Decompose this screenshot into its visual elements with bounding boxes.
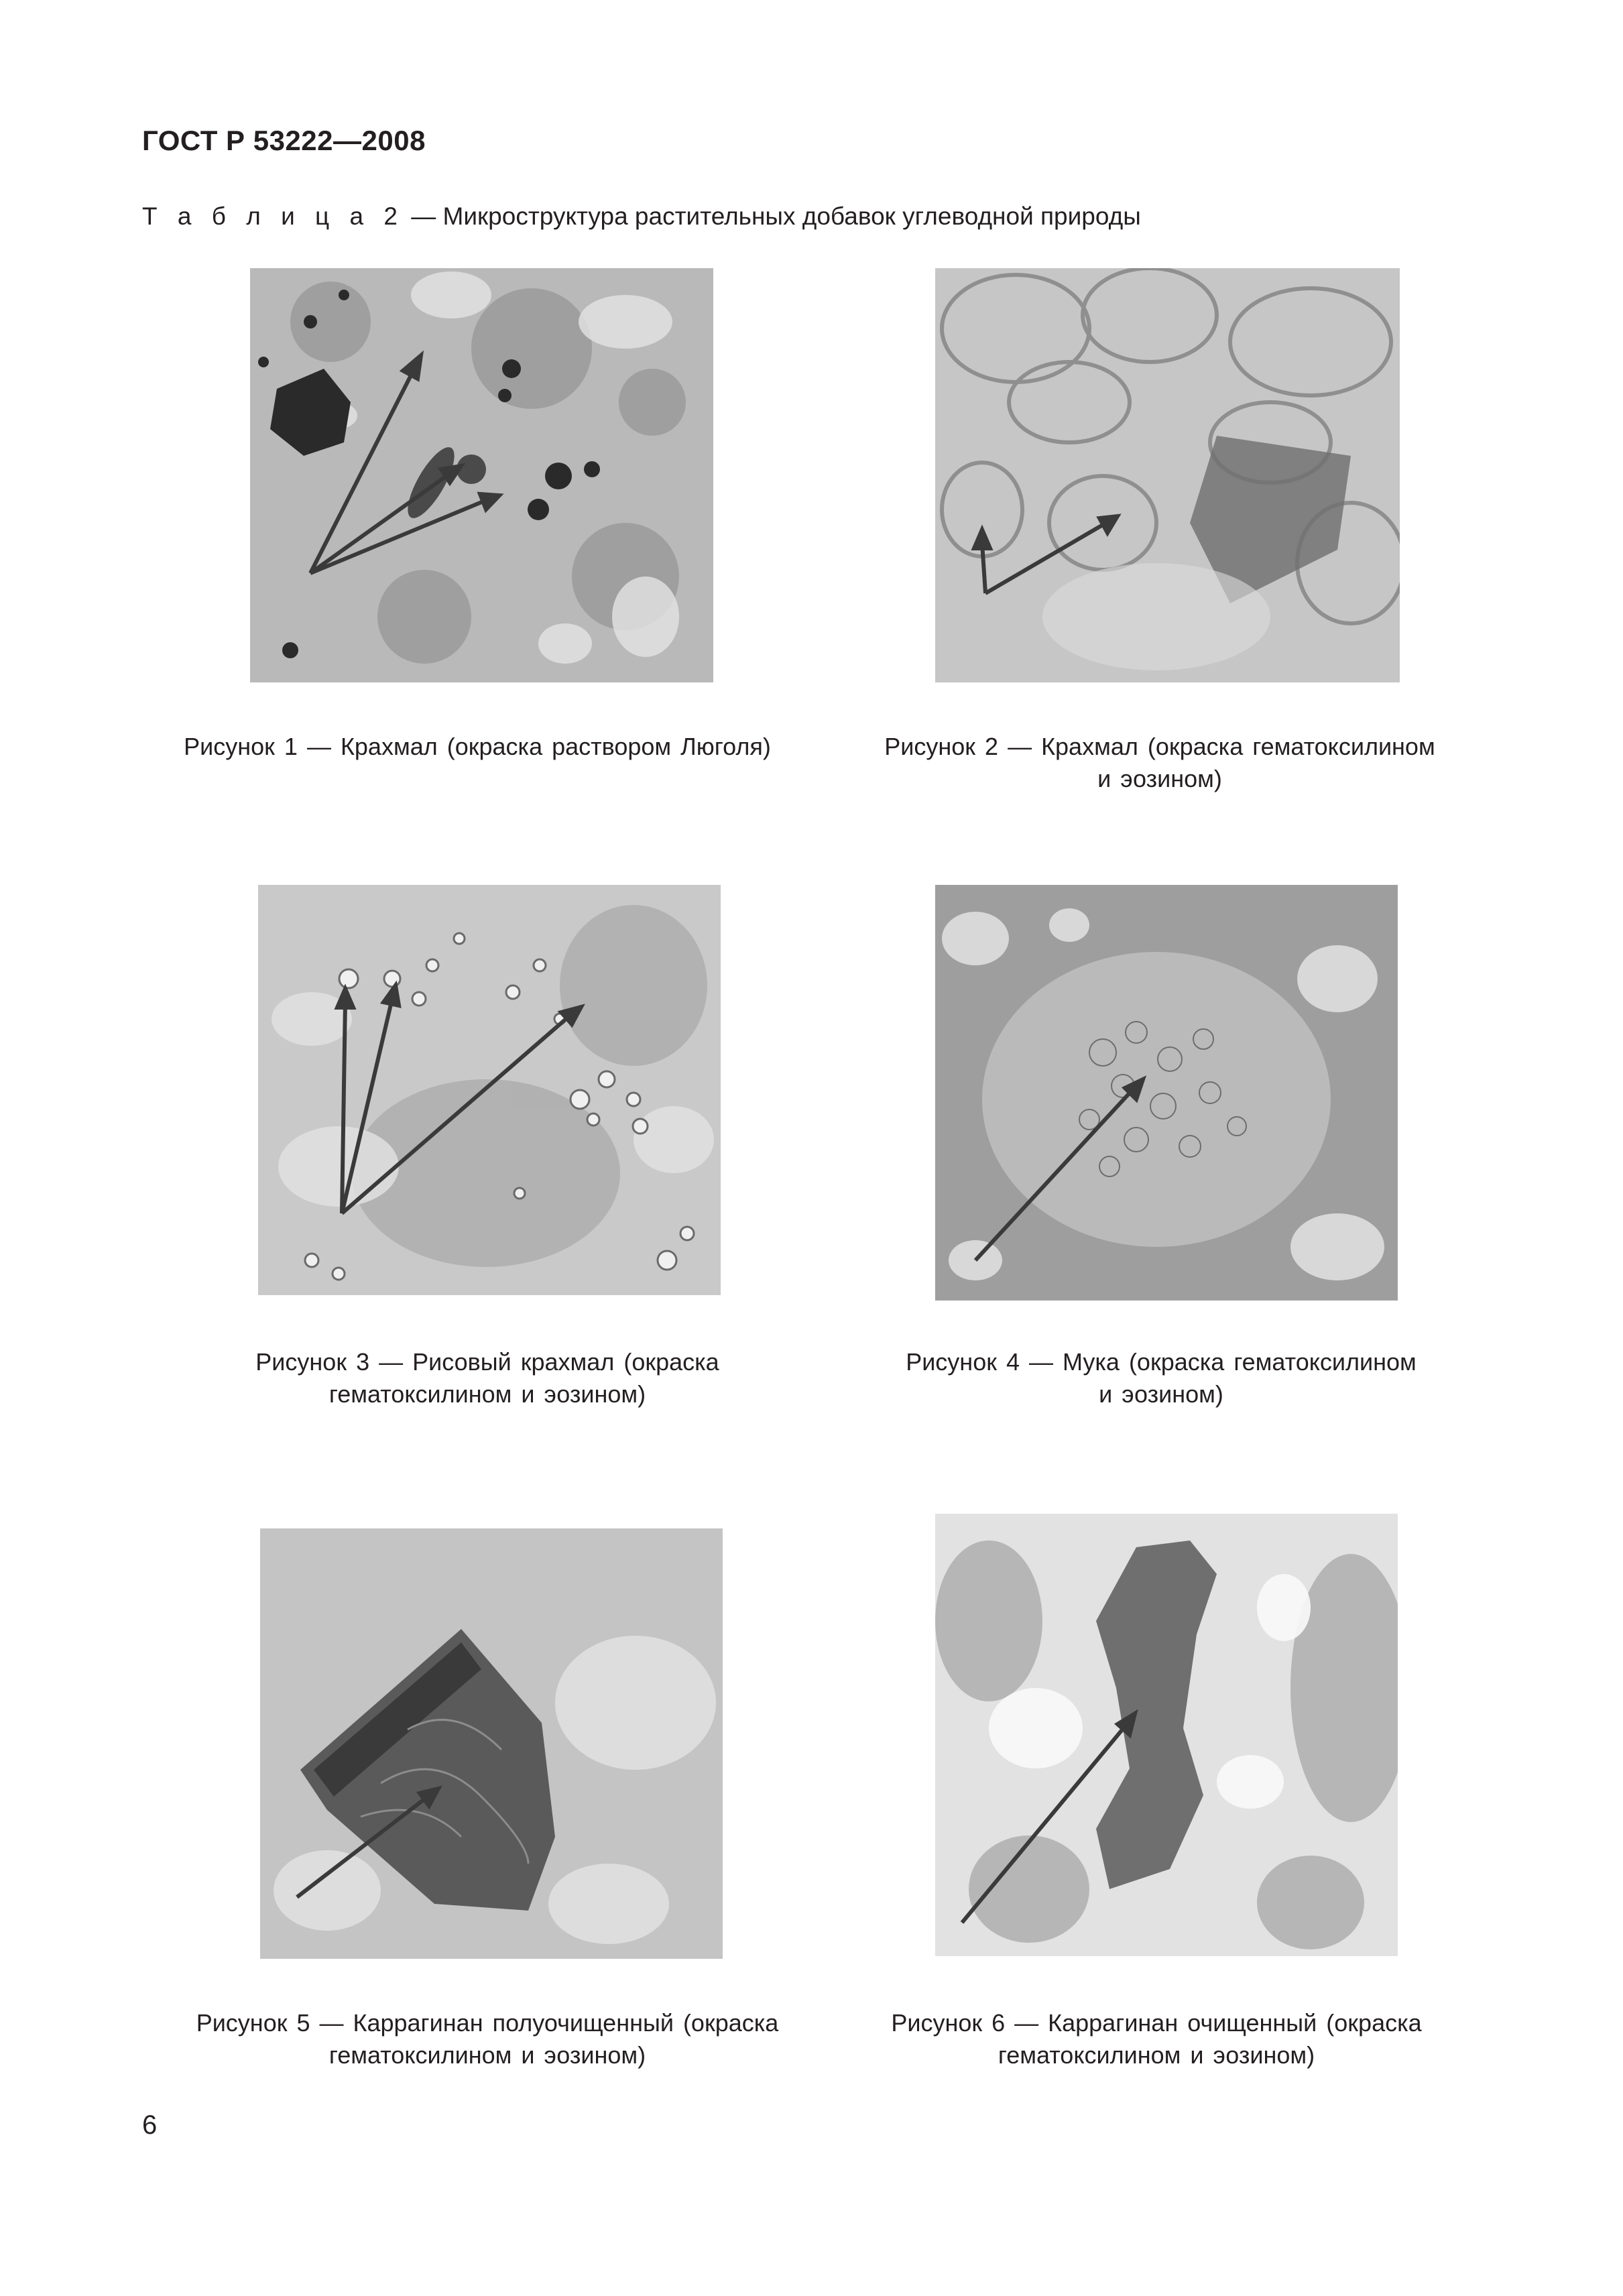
figure-5-caption-line1: Рисунок 5 — Каррагинан полуочищенный (окраска [196, 2009, 779, 2037]
figure-6-caption [821, 2007, 1492, 2071]
table-caption-text: — Микроструктура растительных добавок углеводной природы [404, 202, 1141, 230]
page-number: 6 [142, 2110, 158, 2140]
table-caption [142, 202, 1141, 231]
figure-6-caption-line2: гематоксилином и эозином) [998, 2041, 1315, 2069]
figure-3-caption-line1: Рисунок 3 — Рисовый крахмал (окраска [255, 1348, 719, 1376]
figure-5-caption [142, 2007, 833, 2071]
figure-1-caption [142, 731, 813, 763]
table-caption-label: Т а б л и ц а 2 [142, 202, 404, 230]
figure-4-caption-line1: Рисунок 4 — Мука (окраска гематоксилином [906, 1348, 1417, 1376]
figure-3-caption [142, 1346, 833, 1410]
figure-3-caption-line2: гематоксилином и эозином) [328, 1380, 646, 1408]
figure-1-caption-line1: Рисунок 1 — Крахмал (окраска раствором Люголя) [184, 733, 771, 760]
figure-4-caption [826, 1346, 1496, 1410]
figure-5-caption-line2: гематоксилином и эозином) [328, 2041, 646, 2069]
figure-2-caption [825, 731, 1495, 794]
figure-6-micrograph [935, 1514, 1398, 1956]
figure-2-caption-line2: и эозином) [1097, 764, 1222, 792]
figure-4-micrograph [935, 885, 1398, 1301]
figure-2-caption-line1: Рисунок 2 — Крахмал (окраска гематоксилином [884, 733, 1435, 760]
document-header: ГОСТ Р 53222—2008 [142, 125, 426, 156]
figure-2-micrograph [935, 268, 1400, 682]
figure-3-micrograph [258, 885, 721, 1295]
figure-1-micrograph [250, 268, 713, 682]
figure-6-caption-line1: Рисунок 6 — Каррагинан очищенный (окраска [891, 2009, 1422, 2037]
figure-5-micrograph [260, 1528, 723, 1959]
figure-4-caption-line2: и эозином) [1099, 1380, 1223, 1408]
